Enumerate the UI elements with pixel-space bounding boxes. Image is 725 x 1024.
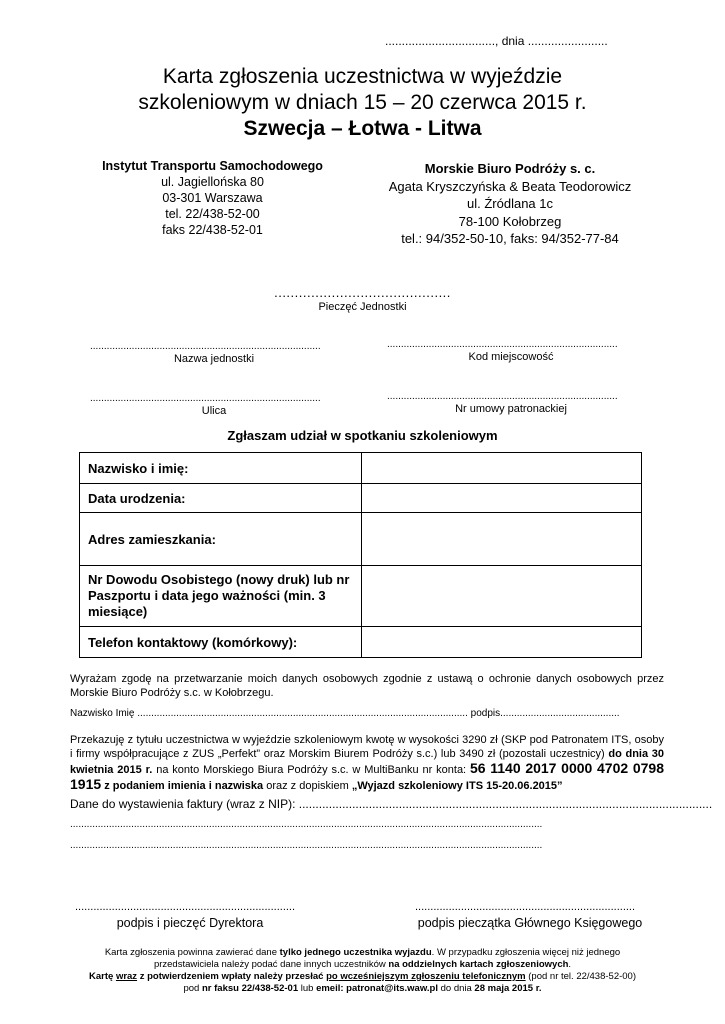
org-right-people: Agata Kryszczyńska & Beata Teodorowicz: [388, 178, 632, 194]
footer-note-1-c: . W przypadku zgłoszenia więcej niż jednego przedstawiciela należy podać dane innych uczestników: [153, 947, 621, 970]
payment-reference-intro: oraz z dopiskiem: [263, 780, 352, 792]
org-right-contact: [375, 230, 645, 248]
invoice-dots-2[interactable]: ..........................................................................................................................................................................: [70, 819, 543, 830]
contract-no-label: Nr umowy patronackiej: [455, 403, 567, 415]
form-row-id-document: [80, 566, 642, 627]
footer-note-1-b: tylko jednego uczestnika wyjazdu: [279, 947, 432, 958]
participant-form-table: [79, 452, 642, 658]
payment-paragraph: [70, 733, 664, 793]
stamp-label: Pieczęć Jednostki: [318, 301, 407, 313]
org-right-fax: faks: 94/352-77-84: [506, 231, 619, 246]
footer-note-1-e: .: [568, 959, 572, 970]
invoice-label: Dane do wystawienia faktury (wraz z NIP):: [70, 797, 299, 811]
payment-name-note: z podaniem imienia i nazwiska: [101, 780, 264, 792]
footer-fax: nr faksu 22/438-52-01: [201, 983, 299, 994]
date-line: ................................., dnia ........................: [385, 34, 608, 48]
org-left-phone: tel. 22/438-52-00: [165, 207, 260, 221]
footer-note-1: [80, 947, 645, 971]
footer-note-2-a: Kartę: [89, 971, 116, 982]
footer-note-1-d: na oddzielnych kartach zgłoszeniowych: [388, 959, 569, 970]
director-signature-label: podpis i pieczęć Dyrektora: [116, 916, 264, 930]
organizer-left: [85, 158, 340, 238]
form-label-name: Nazwisko i imię:: [80, 453, 362, 484]
org-left-street: ul. Jagiellońska 80: [161, 175, 264, 189]
director-signature-line[interactable]: ........................................................................: [75, 901, 296, 913]
footer-note-2-e: (pod nr tel. 22/438-52-00) pod: [183, 971, 636, 994]
consent-name-signature-line[interactable]: Nazwisko Imię ....................................................................................................................... podpis...........................................: [70, 708, 620, 719]
contract-no-field[interactable]: ...................................................................................: [387, 391, 618, 402]
invoice-dots-1[interactable]: ............................................................................................................................: [298, 797, 713, 811]
title-line-1: Karta zgłoszenia uczestnictwa w wyjeździe: [162, 65, 563, 88]
form-label-birthdate: Data urodzenia:: [80, 484, 362, 513]
postcode-city-label: Kod miejscowość: [468, 351, 554, 363]
org-right-name: Morskie Biuro Podróży s. c.: [424, 161, 596, 176]
form-value-name[interactable]: [362, 453, 642, 484]
org-right-phone: tel.: 94/352-50-10,: [401, 231, 507, 246]
payment-deadline: do dnia 30 kwietnia 2015 r.: [70, 748, 664, 776]
street-label: Ulica: [201, 405, 227, 417]
form-row-address: [80, 513, 642, 566]
title-line-3: Szwecja – Łotwa - Litwa: [243, 117, 482, 140]
form-label-id-document: Nr Dowodu Osobistego (nowy druk) lub nr Paszportu i data jego ważności (min. 3 miesiące): [80, 566, 362, 627]
payment-text: Przekazuję z tytułu uczestnictwa w wyjeździe szkoleniowym kwotę w wysokości 3290 zł (SKP pod Patronatem ITS, osoby i firmy współpracujące z ZUS „Perfekt” oraz Morskim Biurem Podróży s.c.) lub 3490 zł (pozostali uczestnicy): [70, 734, 664, 760]
footer-note-2: [80, 971, 645, 995]
org-left-name: Instytut Transportu Samochodowego: [102, 159, 323, 173]
section-heading: Zgłaszam udział w spotkaniu szkoleniowym: [227, 428, 498, 443]
footer-email: emeil: patronat@its.waw.pl: [316, 983, 438, 994]
consent-text: Wyrażam zgodę na przetwarzanie moich danych osobowych zgodnie z ustawą o ochronie danych osobowych przez Morskie Biuro Podróży s.c. w Kołobrzegu.: [70, 673, 664, 699]
form-value-phone[interactable]: [362, 627, 642, 658]
footer-note-2-c: z potwierdzeniem wpłaty należy przesłać: [137, 971, 327, 982]
footer-note-1-a: Karta zgłoszenia powinna zawierać dane: [104, 947, 280, 958]
payment-reference: „Wyjazd szkoleniowy ITS 15-20.06.2015”: [351, 780, 563, 792]
org-right-city: 78-100 Kołobrzeg: [458, 213, 562, 229]
footer-note-2-i: do dnia: [437, 983, 475, 994]
invoice-line[interactable]: [70, 797, 713, 811]
form-label-address: Adres zamieszkania:: [80, 513, 362, 566]
footer-note-2-g: lub: [298, 983, 317, 994]
accountant-signature-line[interactable]: ........................................................................: [415, 901, 636, 913]
unit-name-label: Nazwa jednostki: [173, 353, 255, 365]
form-value-id-document[interactable]: [362, 566, 642, 627]
org-right-street: ul. Źródlana 1c: [467, 196, 553, 211]
form-label-phone: Telefon kontaktowy (komórkowy):: [80, 627, 362, 658]
bank-account-number: 56 1140 2017 0000 4702 0798 1915: [70, 760, 664, 792]
payment-account-intro: na konto Morskiego Biura Podróży s.c. w MultiBanku nr konta:: [152, 764, 470, 776]
accountant-signature-label: podpis pieczątka Głównego Księgowego: [417, 916, 643, 930]
street-field[interactable]: ...................................................................................: [90, 393, 321, 404]
stamp-dots: ...........................................: [274, 285, 451, 300]
form-row-phone: [80, 627, 642, 658]
form-row-name: [80, 453, 642, 484]
organizer-right: [375, 160, 645, 248]
invoice-dots-3[interactable]: ..........................................................................................................................................................................: [70, 840, 543, 851]
footer-note-2-b: wraz: [115, 971, 138, 982]
org-left-fax: faks 22/438-52-01: [162, 223, 263, 237]
org-left-city: 03-301 Warszawa: [162, 191, 263, 205]
footer-notes: [80, 947, 645, 995]
form-value-address[interactable]: [362, 513, 642, 566]
title-line-2: szkoleniowym w dniach 15 – 20 czerwca 2015 r.: [138, 91, 587, 114]
footer-deadline: 28 maja 2015 r.: [474, 983, 542, 994]
form-value-birthdate[interactable]: [362, 484, 642, 513]
unit-name-field[interactable]: ...................................................................................: [90, 341, 321, 352]
postcode-city-field[interactable]: ...................................................................................: [387, 339, 618, 350]
footer-note-2-d: po wcześniejszym zgłoszeniu telefonicznym: [326, 971, 526, 982]
form-row-birthdate: [80, 484, 642, 513]
